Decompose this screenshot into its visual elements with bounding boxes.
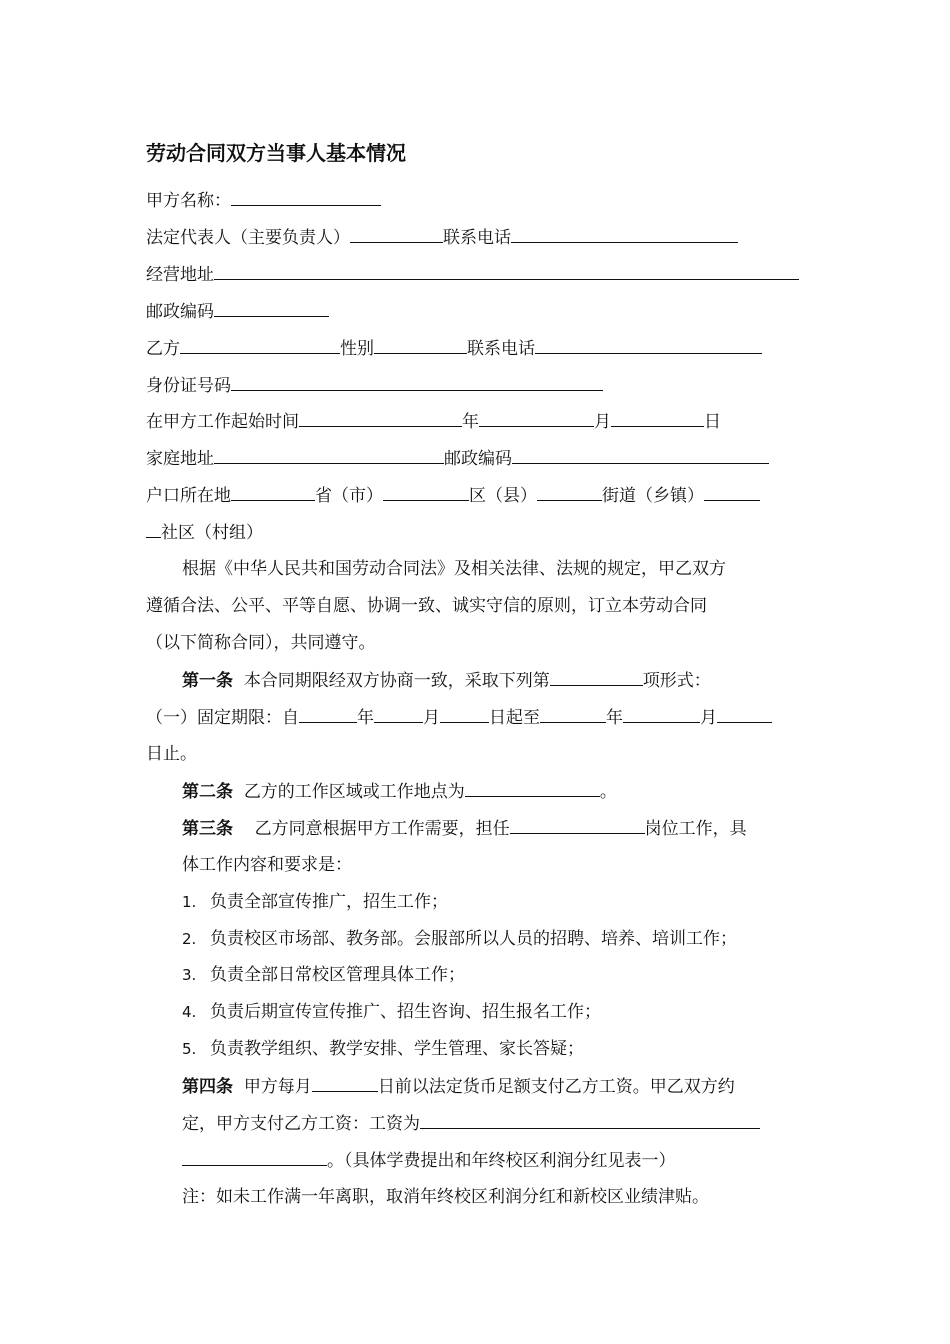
work-location-blank[interactable] bbox=[465, 779, 600, 797]
party-b-blank[interactable] bbox=[180, 336, 340, 354]
legal-rep-line bbox=[146, 225, 738, 250]
duty-text: 负责后期宣传宣传推广、招生咨询、招生报名工作； bbox=[210, 1002, 601, 1022]
street-blank[interactable] bbox=[537, 483, 602, 501]
article-4-line bbox=[182, 1074, 735, 1099]
postal-code-line bbox=[146, 299, 329, 324]
to-year-blank[interactable] bbox=[540, 705, 606, 723]
article-1-text: 本合同期限经双方协商一致，采取下列第 bbox=[243, 671, 550, 691]
duty-item bbox=[182, 1000, 601, 1024]
start-year-blank[interactable] bbox=[299, 409, 462, 427]
home-postal-blank[interactable] bbox=[512, 446, 769, 464]
duty-item bbox=[182, 963, 465, 987]
duty-text: 负责全部宣传推广，招生工作； bbox=[210, 892, 448, 912]
community-label: 社区（村组） bbox=[161, 523, 263, 543]
community-line bbox=[146, 520, 263, 545]
from-year-label: 年 bbox=[357, 708, 374, 728]
article-3-line bbox=[182, 816, 747, 841]
to-day-blank-a[interactable] bbox=[717, 705, 772, 723]
gender-label: 性别 bbox=[340, 339, 374, 359]
community-blank-b[interactable] bbox=[146, 520, 161, 538]
hukou-label: 户口所在地 bbox=[146, 486, 231, 506]
article-3-label: 第三条 bbox=[182, 819, 233, 839]
province-label: 省（市） bbox=[315, 486, 383, 506]
duty-item bbox=[182, 890, 448, 914]
party-b-label: 乙方 bbox=[146, 339, 180, 359]
duty-text: 负责教学组织、教学安排、学生管理、家长答疑； bbox=[210, 1039, 584, 1059]
article-4-label: 第四条 bbox=[182, 1077, 233, 1097]
salary-blank-continued[interactable] bbox=[182, 1148, 327, 1166]
start-time-line bbox=[146, 409, 721, 434]
gender-blank[interactable] bbox=[374, 336, 467, 354]
article-4-text-b: 日前以法定货币足额支付乙方工资。甲乙双方约 bbox=[377, 1077, 735, 1097]
to-month-blank[interactable] bbox=[623, 705, 700, 723]
preamble-line-3: （以下简称合同），共同遵守。 bbox=[146, 633, 376, 653]
article-1-label: 第一条 bbox=[182, 671, 233, 691]
article-1-text-end: 项形式： bbox=[642, 671, 711, 691]
day-label: 日 bbox=[704, 412, 721, 432]
to-month-label: 月 bbox=[700, 708, 717, 728]
to-year-label: 年 bbox=[606, 708, 623, 728]
start-time-label: 在甲方工作起始时间 bbox=[146, 412, 299, 432]
district-blank[interactable] bbox=[383, 483, 469, 501]
party-a-name-line bbox=[146, 188, 381, 213]
salary-continued-line bbox=[182, 1148, 676, 1173]
home-address-blank[interactable] bbox=[214, 446, 444, 464]
article-2-end: 。 bbox=[599, 782, 617, 802]
from-month-blank[interactable] bbox=[374, 705, 423, 723]
article-3-text-b: 岗位工作，具 bbox=[644, 819, 747, 839]
article-1-line bbox=[182, 668, 711, 693]
year-label: 年 bbox=[462, 412, 479, 432]
business-address-label: 经营地址 bbox=[146, 265, 214, 285]
home-address-label: 家庭地址 bbox=[146, 449, 214, 469]
duty-number: 2. bbox=[182, 930, 197, 948]
duty-number: 4. bbox=[182, 1003, 197, 1021]
business-address-blank[interactable] bbox=[214, 262, 799, 280]
article-3-continued: 体工作内容和要求是： bbox=[182, 855, 352, 875]
pay-day-blank[interactable] bbox=[312, 1074, 378, 1092]
article-2-text: 乙方的工作区域或工作地点为 bbox=[243, 782, 465, 802]
postal-code-label: 邮政编码 bbox=[146, 302, 214, 322]
from-year-blank[interactable] bbox=[299, 705, 357, 723]
party-b-phone-label: 联系电话 bbox=[467, 339, 535, 359]
note-line: 注：如未工作满一年离职，取消年终校区利润分红和新校区业绩津贴。 bbox=[182, 1187, 709, 1207]
fixed-term-label: （一）固定期限：自 bbox=[146, 708, 299, 728]
from-day-blank[interactable] bbox=[440, 705, 489, 723]
duty-text: 负责校区市场部、教务部。会服部所以人员的招聘、培养、培训工作； bbox=[210, 929, 737, 949]
legal-rep-blank[interactable] bbox=[350, 225, 443, 243]
duty-number: 5. bbox=[182, 1040, 197, 1058]
duty-item bbox=[182, 927, 737, 951]
province-blank[interactable] bbox=[231, 483, 315, 501]
business-address-line bbox=[146, 262, 799, 287]
party-b-phone-blank[interactable] bbox=[535, 336, 762, 354]
id-number-line bbox=[146, 373, 603, 398]
article-2-label: 第二条 bbox=[182, 782, 233, 802]
from-month-label: 月 bbox=[423, 708, 440, 728]
party-b-line bbox=[146, 336, 762, 361]
party-a-name-label: 甲方名称： bbox=[146, 191, 231, 211]
salary-note: 。（具体学费提出和年终校区利润分红见表一） bbox=[327, 1151, 676, 1171]
salary-line bbox=[182, 1111, 760, 1136]
fixed-term-end-line: 日止。 bbox=[146, 744, 197, 764]
article-1-form-blank[interactable] bbox=[550, 668, 643, 686]
duty-text: 负责全部日常校区管理具体工作； bbox=[210, 965, 465, 985]
preamble-line-2: 遵循合法、公平、平等自愿、协调一致、诚实守信的原则，订立本劳动合同 bbox=[146, 596, 707, 616]
home-postal-label: 邮政编码 bbox=[444, 449, 512, 469]
party-a-name-blank[interactable] bbox=[231, 188, 381, 206]
month-label: 月 bbox=[594, 412, 611, 432]
postal-code-blank[interactable] bbox=[214, 299, 329, 317]
duty-number: 3. bbox=[182, 966, 197, 984]
duty-item bbox=[182, 1037, 584, 1061]
community-blank-a[interactable] bbox=[704, 483, 760, 501]
article-3-text: 乙方同意根据甲方工作需要，担任 bbox=[254, 819, 510, 839]
page-title: 劳动合同双方当事人基本情况 bbox=[146, 141, 406, 165]
start-day-blank[interactable] bbox=[611, 409, 704, 427]
position-blank[interactable] bbox=[510, 816, 645, 834]
home-address-line bbox=[146, 446, 769, 471]
duty-number: 1. bbox=[182, 893, 197, 911]
legal-rep-label: 法定代表人（主要负责人） bbox=[146, 228, 350, 248]
article-4-text: 甲方每月 bbox=[243, 1077, 312, 1097]
preamble-line-1: 根据《中华人民共和国劳动合同法》及相关法律、法规的规定，甲乙双方 bbox=[182, 559, 726, 579]
id-number-label: 身份证号码 bbox=[146, 376, 231, 396]
hukou-line bbox=[146, 483, 760, 508]
from-day-label: 日起至 bbox=[489, 708, 540, 728]
salary-label: 定，甲方支付乙方工资：工资为 bbox=[182, 1114, 420, 1134]
contact-phone-blank[interactable] bbox=[511, 225, 738, 243]
fixed-term-line bbox=[146, 705, 772, 730]
start-month-blank[interactable] bbox=[479, 409, 594, 427]
article-2-line bbox=[182, 779, 617, 804]
salary-blank[interactable] bbox=[420, 1111, 760, 1129]
contact-phone-label: 联系电话 bbox=[443, 228, 511, 248]
street-label: 街道（乡镇） bbox=[602, 486, 704, 506]
id-number-blank[interactable] bbox=[231, 373, 603, 391]
district-label: 区（县） bbox=[469, 486, 537, 506]
